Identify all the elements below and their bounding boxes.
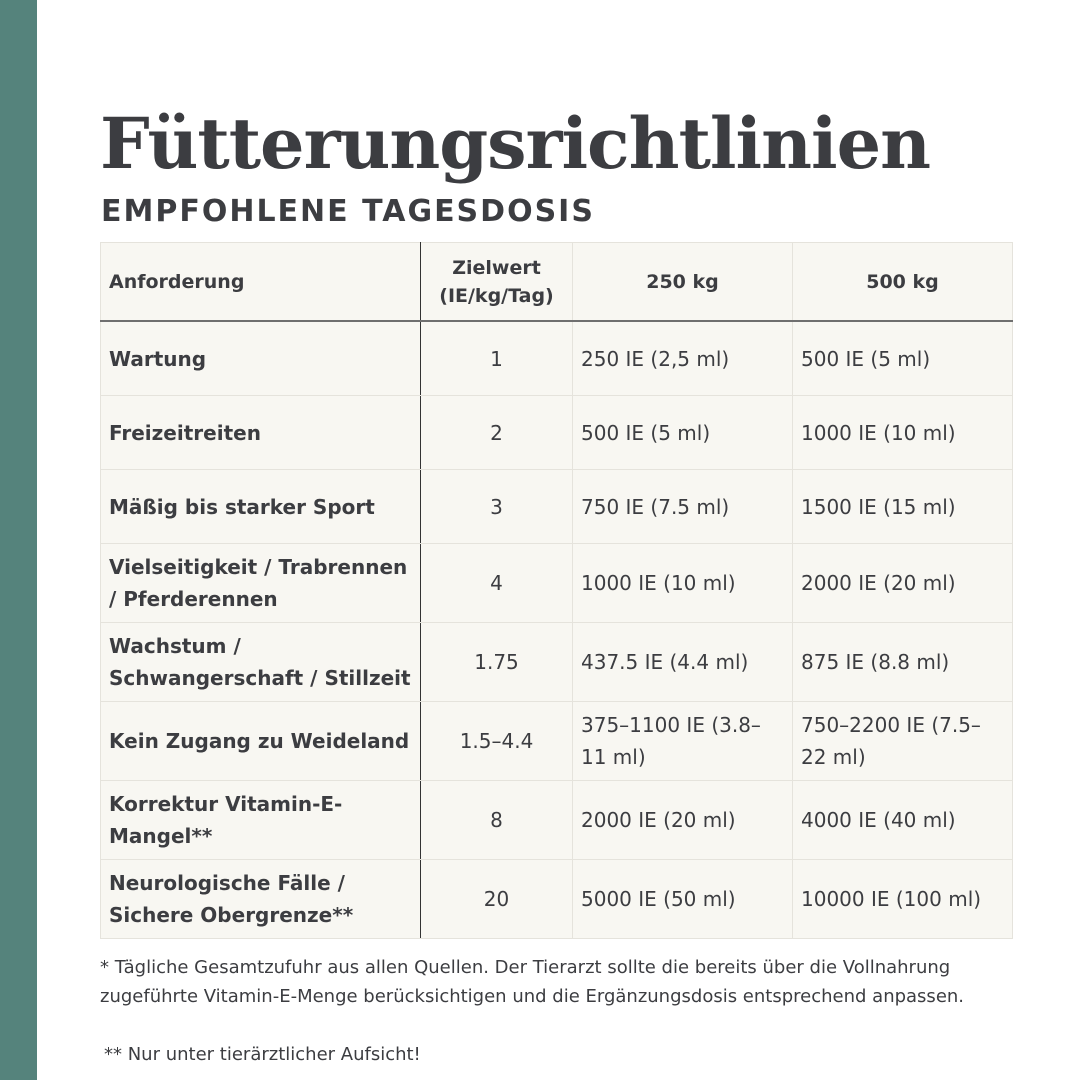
row-dose-250kg: 250 IE (2,5 ml) [573,321,793,396]
row-dose-250kg: 375–1100 IE (3.8–11 ml) [573,702,793,781]
row-target-value: 2 [421,396,573,470]
row-target-value: 8 [421,781,573,860]
column-header-target-value: Zielwert (IE/kg/Tag) [421,243,573,322]
footnote-vet-supervision: ** Nur unter tierärztlicher Aufsicht! [104,1044,421,1065]
table-row [101,544,1013,623]
row-dose-500kg: 875 IE (8.8 ml) [793,623,1013,702]
table-row [101,396,1013,470]
row-dose-500kg: 1500 IE (15 ml) [793,470,1013,544]
row-requirement: Korrektur Vitamin-E-Mangel** [101,781,421,860]
row-requirement: Freizeitreiten [101,396,421,470]
row-dose-250kg: 437.5 IE (4.4 ml) [573,623,793,702]
table-row [101,860,1013,939]
row-dose-500kg: 2000 IE (20 ml) [793,544,1013,623]
table-row [101,781,1013,860]
row-dose-250kg: 500 IE (5 ml) [573,396,793,470]
row-dose-500kg: 10000 IE (100 ml) [793,860,1013,939]
page-title: Fütterungsrichtlinien [100,102,931,185]
column-header-250kg: 250 kg [573,243,793,322]
row-dose-500kg: 1000 IE (10 ml) [793,396,1013,470]
row-dose-250kg: 750 IE (7.5 ml) [573,470,793,544]
page-subtitle: EMPFOHLENE TAGESDOSIS [101,194,595,229]
row-requirement: Kein Zugang zu Weideland [101,702,421,781]
row-dose-500kg: 500 IE (5 ml) [793,321,1013,396]
row-requirement: Wartung [101,321,421,396]
column-header-500kg: 500 kg [793,243,1013,322]
table-row [101,470,1013,544]
row-requirement: Vielseitigkeit / Trabrennen / Pferderennen [101,544,421,623]
dosage-table [100,242,1013,939]
row-dose-500kg: 4000 IE (40 ml) [793,781,1013,860]
row-dose-250kg: 5000 IE (50 ml) [573,860,793,939]
row-requirement: Mäßig bis starker Sport [101,470,421,544]
row-target-value: 20 [421,860,573,939]
table-row [101,702,1013,781]
row-target-value: 1 [421,321,573,396]
table-row [101,321,1013,396]
row-requirement: Neurologische Fälle / Sichere Obergrenze** [101,860,421,939]
row-dose-250kg: 1000 IE (10 ml) [573,544,793,623]
footnote-daily-total: * Tägliche Gesamtzufuhr aus allen Quellen. Der Tierarzt sollte die bereits über die Vollnahrung zugeführte Vitamin-E-Menge berücksichtigen und die Ergänzungsdosis entsprechend anpassen. [100,957,965,1007]
row-requirement: Wachstum / Schwangerschaft / Stillzeit [101,623,421,702]
table-header-row [101,243,1013,322]
row-target-value: 3 [421,470,573,544]
table-row [101,623,1013,702]
row-target-value: 4 [421,544,573,623]
row-target-value: 1.5–4.4 [421,702,573,781]
row-target-value: 1.75 [421,623,573,702]
column-header-requirement: Anforderung [101,243,421,322]
row-dose-500kg: 750–2200 IE (7.5–22 ml) [793,702,1013,781]
accent-side-bar [0,0,37,1080]
row-dose-250kg: 2000 IE (20 ml) [573,781,793,860]
